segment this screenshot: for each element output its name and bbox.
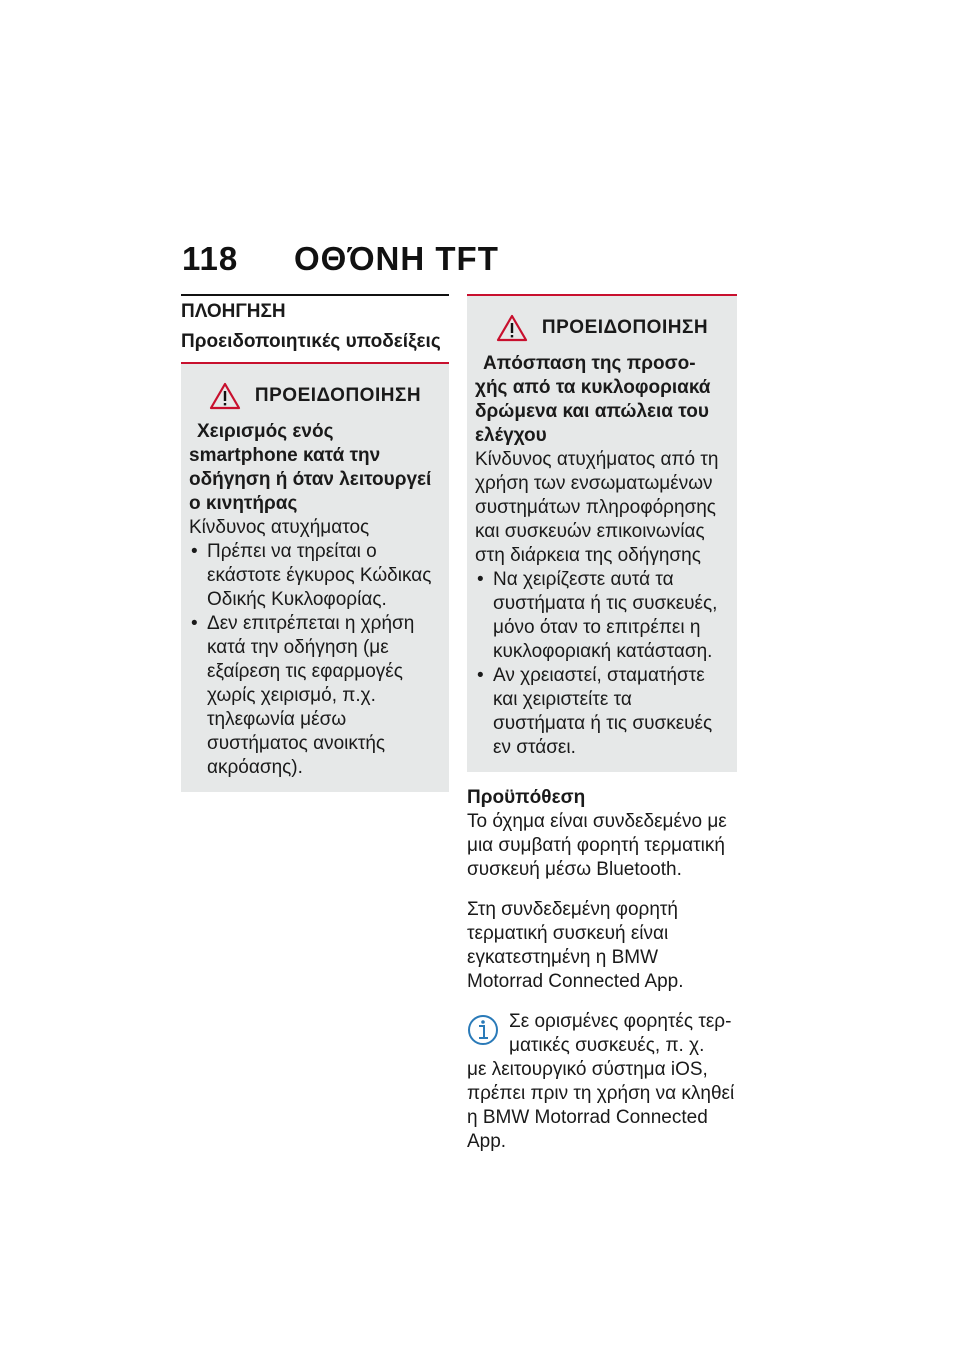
- warning-triangle-icon: [496, 314, 528, 342]
- section-rule: [181, 294, 449, 296]
- list-item: • Πρέπει να τηρείται ο εκάστοτε έγκυρος Κώδικας Οδικής Κυκλοφορίας.: [189, 540, 441, 612]
- list-item: • Δεν επιτρέπεται η χρήση κατά την οδήγηση (με εξαίρεση τις εφαρμογές χωρίς χειρισμό, π.χ. τηλεφωνία μέσω συστήματος ανοικτής ακρόασης).: [189, 612, 441, 780]
- info-icon: [467, 1012, 499, 1052]
- warning-title-line: χής από τα κυκλοφοριακά: [475, 377, 711, 398]
- warning-title-line: smartphone κατά την: [189, 445, 381, 466]
- warning-title-line: οδήγηση ή όταν λειτουργεί: [189, 469, 432, 490]
- list-item: • Να χειρίζεστε αυτά τα συστήματα ή τις συσκευές, μόνο όταν το επιτρέπει η κυκλοφοριακή κατάσταση.: [475, 568, 729, 664]
- warning-label: ΠΡΟΕΙΔΟΠΟΙΗΣΗ: [254, 385, 422, 406]
- warning-bullet-list: [189, 540, 441, 780]
- info-note-line: ματικές συσκευές, π. χ.: [509, 1035, 705, 1056]
- warning-title-line: Απόσπαση της προσο-: [483, 353, 696, 374]
- app-installed-text: Στη συνδεδεμένη φορητή τερματική συσκευή είναι εγκατεστημένη η BMW Motorrad Connected App.: [467, 899, 684, 992]
- list-item: • Αν χρειαστεί, σταματήστε και χειριστείτε τα συστήματα ή τις συσκευές εν στάσει.: [475, 664, 729, 760]
- warning-box: [181, 364, 449, 792]
- warning-title: [475, 352, 729, 448]
- warning-bullet-list: [475, 568, 729, 760]
- warning-label: ΠΡΟΕΙΔΟΠΟΙΗΣΗ: [541, 317, 709, 338]
- warning-box: [467, 296, 737, 772]
- left-column: [181, 294, 449, 792]
- page-number: 118: [182, 240, 239, 277]
- section-title: ΠΛΟΗΓΗΣΗ: [181, 301, 286, 322]
- page-header: [182, 240, 499, 278]
- chapter-title: ΟΘΌΝΗ TFT: [294, 240, 499, 277]
- warning-triangle-icon: [209, 382, 241, 410]
- warning-risk: Κίνδυνος ατυχήματος από τη χρήση των ενσωματωμένων συστημάτων πληροφόρησης και συσκευών επικοινωνίας στη διάρκεια της οδήγησης: [475, 449, 719, 566]
- warning-header: [475, 314, 729, 342]
- prerequisite-text: Το όχημα είναι συνδεδεμένο με μια συμβατή φορητή τερματική συσκευή μέσω Bluetooth.: [467, 811, 727, 880]
- prerequisite-heading: Προϋπόθεση: [467, 787, 586, 808]
- warning-risk: Κίνδυνος ατυχήματος: [189, 517, 370, 538]
- warning-title: [189, 420, 441, 516]
- info-note-rest: με λειτουργικό σύστημα iOS, πρέπει πριν τη χρήση να κληθεί η BMW Motorrad Connected App.: [467, 1059, 735, 1152]
- right-column: [467, 294, 737, 1154]
- warning-header: [189, 382, 441, 410]
- subsection-title: Προειδοποιητικές υποδείξεις: [181, 331, 441, 352]
- info-note-line: Σε ορισμένες φορητές τερ-: [509, 1011, 732, 1032]
- info-note: [467, 1010, 737, 1154]
- warning-title-line: ελέγχου: [475, 425, 547, 446]
- warning-title-line: δρώμενα και απώλεια του: [475, 401, 709, 422]
- warning-title-line: ο κινητήρας: [189, 493, 298, 514]
- warning-title-line: Χειρισμός ενός: [197, 421, 334, 442]
